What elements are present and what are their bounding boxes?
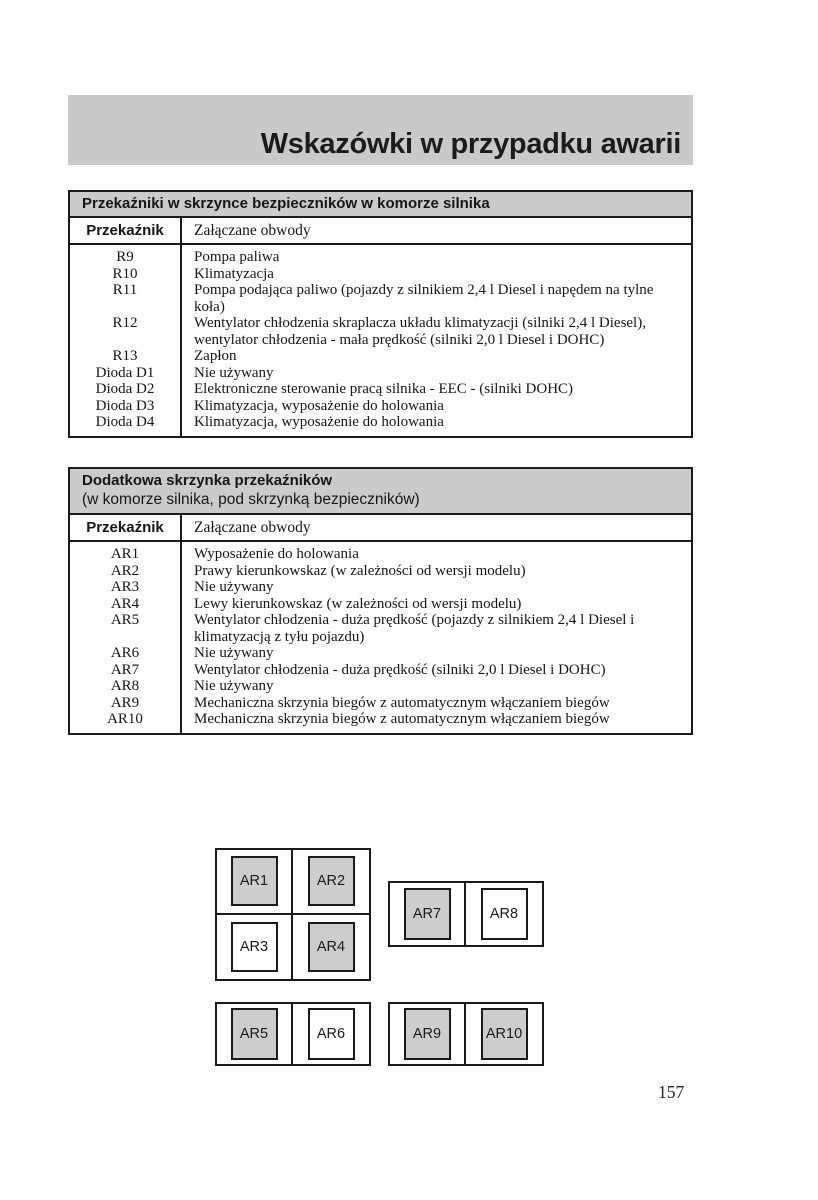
relay-ar9-used: AR9 <box>404 1008 451 1060</box>
relay-id: R12 <box>112 315 138 331</box>
relay-id: R11 <box>112 282 138 298</box>
relay-table-additional-box <box>68 467 693 735</box>
relay-circuits: Nie używany <box>194 364 274 381</box>
table-header-band <box>70 469 691 515</box>
table-band-subtitle: (w komorze silnika, pod skrzynką bezpieczników) <box>82 491 420 508</box>
relay-slot <box>466 1004 542 1064</box>
table-row <box>70 282 691 315</box>
relay-id: AR7 <box>110 661 140 678</box>
table-row <box>70 315 691 348</box>
relay-id: AR3 <box>110 579 140 595</box>
relay-table-engine-fusebox <box>68 190 693 438</box>
table-row <box>70 381 691 398</box>
relay-ar5-used: AR5 <box>231 1008 278 1060</box>
relay-circuits: Klimatyzacja <box>194 265 274 282</box>
relay-id: Dioda D4 <box>95 414 155 430</box>
page-number: 157 <box>658 1082 685 1102</box>
relay-circuits: Elektroniczne sterowanie pracą silnika - EEC - (silniki DOHC) <box>194 381 574 397</box>
relay-id: AR6 <box>110 645 140 661</box>
table-row <box>70 711 691 728</box>
relay-slot <box>466 883 542 945</box>
relay-id: R9 <box>116 249 134 265</box>
relay-circuits: Mechaniczna skrzynia biegów z automatycznym włączaniem biegów <box>194 711 610 727</box>
table-body <box>70 245 691 436</box>
table-row <box>70 414 691 431</box>
relay-id: AR1 <box>110 546 140 562</box>
relay-slot <box>293 1004 369 1064</box>
relay-slot <box>217 1004 293 1064</box>
table-row <box>70 678 691 695</box>
table-row <box>70 612 691 645</box>
column-header-circuits: Załączane obwody <box>194 222 311 239</box>
table-row <box>70 398 691 415</box>
table-column-header-row <box>70 515 691 542</box>
relay-id: AR8 <box>110 678 140 694</box>
table-row <box>70 645 691 662</box>
page-title-banner <box>68 95 693 165</box>
page-title: Wskazówki w przypadku awarii <box>260 128 681 160</box>
relay-circuits: Pompa podająca paliwo (pojazdy z silnikiem 2,4 l Diesel i napędem na tylne koła) <box>194 282 654 315</box>
relay-circuits: Wentylator chłodzenia - duża prędkość (pojazdy z silnikiem 2,4 l Diesel i klimatyzacją z tyłu pojazdu) <box>194 612 635 645</box>
relay-id: R10 <box>112 265 138 282</box>
relay-block-ar5-ar6 <box>215 1002 371 1066</box>
relay-ar4-used: AR4 <box>308 922 355 972</box>
relay-slot <box>293 850 369 915</box>
relay-circuits: Pompa paliwa <box>194 249 280 265</box>
relay-ar10-used: AR10 <box>481 1008 528 1060</box>
relay-slot <box>293 915 369 980</box>
relay-slot <box>390 1004 466 1064</box>
relay-circuits: Wyposażenie do holowania <box>194 546 359 562</box>
relay-circuits: Mechaniczna skrzynia biegów z automatycznym włączaniem biegów <box>194 694 610 711</box>
relay-id: R13 <box>112 348 138 364</box>
relay-block-ar7-ar8 <box>388 881 544 947</box>
relay-circuits: Zapłon <box>194 348 237 364</box>
relay-ar2-used: AR2 <box>308 856 355 906</box>
relay-block-ar9-ar10 <box>388 1002 544 1066</box>
relay-circuits: Lewy kierunkowskaz (w zależności od wersji modelu) <box>194 595 522 612</box>
table-body <box>70 542 691 733</box>
relay-id: Dioda D2 <box>95 381 155 397</box>
table-column-header-row <box>70 218 691 245</box>
relay-id: Dioda D1 <box>95 364 155 381</box>
relay-circuits: Nie używany <box>194 678 274 694</box>
relay-circuits: Nie używany <box>194 645 274 661</box>
relay-ar8-unused: AR8 <box>481 888 528 940</box>
relay-id: AR4 <box>110 595 140 612</box>
column-header-relay: Przekaźnik <box>86 222 164 239</box>
relay-circuits: Wentylator chłodzenia skraplacza układu klimatyzacji (silniki 2,4 l Diesel), wentylator chłodzenia - mała prędkość (silniki 2,0 l Diesel i DOHC) <box>194 315 646 348</box>
relay-ar7-used: AR7 <box>404 888 451 940</box>
relay-id: AR2 <box>110 562 140 579</box>
relay-id: AR9 <box>110 694 140 711</box>
table-row <box>70 596 691 613</box>
relay-id: AR10 <box>107 711 143 727</box>
relay-circuits: Klimatyzacja, wyposażenie do holowania <box>194 397 444 414</box>
table-row <box>70 249 691 266</box>
relay-circuits: Nie używany <box>194 579 274 595</box>
table-band-title: Przekaźniki w skrzynce bezpieczników w komorze silnika <box>82 195 490 212</box>
column-header-circuits: Załączane obwody <box>194 519 311 536</box>
table-row <box>70 579 691 596</box>
table-row <box>70 266 691 283</box>
table-row <box>70 662 691 679</box>
relay-block-ar1-ar4 <box>215 848 371 981</box>
relay-id: Dioda D3 <box>95 397 155 414</box>
relay-ar6-unused: AR6 <box>308 1008 355 1060</box>
table-row <box>70 546 691 563</box>
table-row <box>70 695 691 712</box>
relay-circuits: Wentylator chłodzenia - duża prędkość (silniki 2,0 l Diesel i DOHC) <box>194 661 606 678</box>
relay-id: AR5 <box>110 612 140 628</box>
relay-ar1-used: AR1 <box>231 856 278 906</box>
relay-slot <box>217 915 293 980</box>
relay-slot <box>390 883 466 945</box>
table-row <box>70 563 691 580</box>
relay-ar3-unused: AR3 <box>231 922 278 972</box>
relay-circuits: Klimatyzacja, wyposażenie do holowania <box>194 414 444 430</box>
table-header-band <box>70 192 691 218</box>
relay-circuits: Prawy kierunkowskaz (w zależności od wersji modelu) <box>194 562 526 579</box>
table-row <box>70 365 691 382</box>
table-row <box>70 348 691 365</box>
relay-slot <box>217 850 293 915</box>
table-band-title: Dodatkowa skrzynka przekaźników <box>82 472 333 489</box>
column-header-relay: Przekaźnik <box>86 519 164 536</box>
